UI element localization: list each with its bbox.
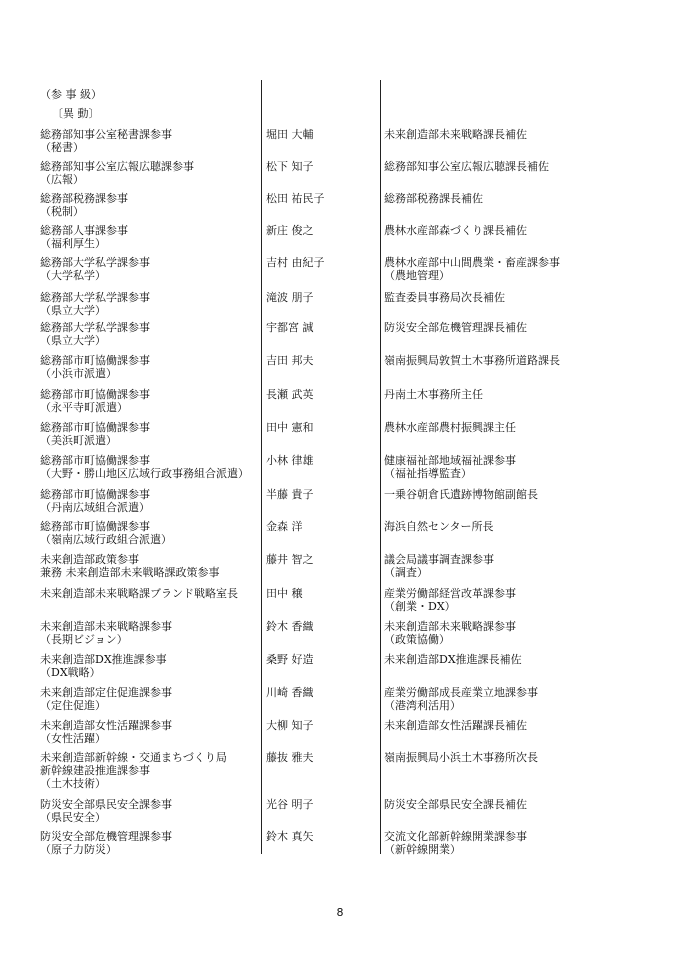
previous-post <box>384 421 516 434</box>
previous-post-line: 産業労働部経営改革課参事 <box>384 587 516 600</box>
new-post-line: 総務部市町協働課参事 <box>40 388 150 401</box>
previous-post <box>384 454 516 480</box>
new-post-line: 総務部税務課参事 <box>40 192 128 205</box>
new-post-line: 防災安全部県民安全課参事 <box>40 798 172 811</box>
previous-post-line: 未来創造部女性活躍課長補佐 <box>384 719 527 732</box>
previous-post-line: 一乗谷朝倉氏遺跡博物館副館長 <box>384 488 538 501</box>
previous-post <box>384 256 560 282</box>
new-post-line: 防災安全部危機管理課参事 <box>40 830 172 843</box>
previous-post <box>384 751 538 764</box>
new-post-line: （美浜町派遣） <box>40 434 117 447</box>
new-post <box>40 354 150 380</box>
previous-post <box>384 686 538 712</box>
previous-post <box>384 224 527 237</box>
previous-post-line: 総務部税務課長補佐 <box>384 192 483 205</box>
person-name: 長瀬 武英 <box>266 388 314 401</box>
previous-post-line: 議会局議事調査課参事 <box>384 553 494 566</box>
previous-post <box>384 488 538 501</box>
previous-post <box>384 321 527 334</box>
person-name: 吉村 由紀子 <box>266 256 325 269</box>
previous-post-line: 農林水産部森づくり課長補佐 <box>384 224 527 237</box>
previous-post-line: 交流文化部新幹線開業課参事 <box>384 830 527 843</box>
new-post <box>40 653 167 679</box>
person-name: 大柳 知子 <box>266 719 314 732</box>
new-post <box>40 719 172 745</box>
previous-post <box>384 128 527 141</box>
new-post-line: 未来創造部定住促進課参事 <box>40 686 172 699</box>
previous-post-line: 嶺南振興局小浜土木事務所次長 <box>384 751 538 764</box>
previous-post-line: 未来創造部未来戦略課参事 <box>384 620 516 633</box>
new-post <box>40 620 172 646</box>
previous-post-line: 農林水産部中山間農業・畜産課参事 <box>384 256 560 269</box>
new-post <box>40 192 128 218</box>
previous-post <box>384 830 527 856</box>
previous-post <box>384 553 494 579</box>
previous-post-line: 産業労働部成長産業立地課参事 <box>384 686 538 699</box>
new-post-line: （長期ビジョン） <box>40 633 128 646</box>
new-post <box>40 751 227 790</box>
new-post-line: 総務部大学私学課参事 <box>40 291 150 304</box>
new-post-line: （女性活躍） <box>40 732 106 745</box>
person-name: 田中 穣 <box>266 587 303 600</box>
category-heading: 〔異 動〕 <box>52 107 100 120</box>
new-post-line: （福利厚生） <box>40 237 106 250</box>
new-post-line: （大野・勝山地区広域行政事務組合派遣） <box>40 467 249 480</box>
person-name: 堀田 大輔 <box>266 128 314 141</box>
previous-post <box>384 388 483 401</box>
person-name: 小林 律雄 <box>266 454 314 467</box>
previous-post-line: 防災安全部危機管理課長補佐 <box>384 321 527 334</box>
person-name: 桑野 好造 <box>266 653 314 666</box>
person-name: 松田 祐民子 <box>266 192 325 205</box>
previous-post-line: 健康福祉部地域福祉課参事 <box>384 454 516 467</box>
new-post-line: 未来創造部女性活躍課参事 <box>40 719 172 732</box>
person-name: 金森 洋 <box>266 520 303 533</box>
new-post-line: （原子力防災） <box>40 843 117 856</box>
new-post-line: 兼務 未来創造部未来戦略課政策参事 <box>40 566 220 579</box>
previous-post-line: 丹南土木事務所主任 <box>384 388 483 401</box>
person-name: 滝波 朋子 <box>266 291 314 304</box>
new-post <box>40 798 172 824</box>
new-post-line: 総務部市町協働課参事 <box>40 488 150 501</box>
previous-post-line: 農林水産部農村振興課主任 <box>384 421 516 434</box>
person-name: 半藤 貴子 <box>266 488 314 501</box>
new-post-line: 新幹線建設推進課参事 <box>40 764 150 777</box>
new-post-line: （県立大学） <box>40 334 106 347</box>
new-post <box>40 256 150 282</box>
new-post-line: （永平寺町派遣） <box>40 401 128 414</box>
previous-post-line: （農地管理） <box>384 269 450 282</box>
new-post <box>40 291 150 317</box>
previous-post-line: （調査） <box>384 566 428 579</box>
new-post <box>40 587 238 600</box>
person-name: 鈴木 真矢 <box>266 830 314 843</box>
previous-post <box>384 291 505 304</box>
previous-post <box>384 798 527 811</box>
new-post-line: （嶺南広域行政組合派遣） <box>40 533 172 546</box>
new-post-line: （県立大学） <box>40 304 106 317</box>
previous-post-line: 監査委員事務局次長補佐 <box>384 291 505 304</box>
new-post <box>40 553 220 579</box>
new-post-line: 総務部大学私学課参事 <box>40 256 150 269</box>
new-post-line: 総務部市町協働課参事 <box>40 354 150 367</box>
grade-heading: （参 事 級） <box>40 88 102 101</box>
new-post <box>40 421 150 447</box>
new-post-line: 総務部知事公室広報広聴課参事 <box>40 160 194 173</box>
new-post-line: 未来創造部新幹線・交通まちづくり局 <box>40 751 227 764</box>
new-post <box>40 224 128 250</box>
new-post-line: 未来創造部DX推進課参事 <box>40 653 167 666</box>
previous-post-line: 防災安全部県民安全課長補佐 <box>384 798 527 811</box>
new-post-line: （県民安全） <box>40 811 106 824</box>
person-name: 吉田 邦夫 <box>266 354 314 367</box>
new-post-line: 未来創造部未来戦略課ブランド戦略室長 <box>40 587 238 600</box>
previous-post-line: （港湾利活用） <box>384 699 461 712</box>
person-name: 藤抜 雅夫 <box>266 751 314 764</box>
previous-post-line: 未来創造部DX推進課長補佐 <box>384 653 522 666</box>
new-post-line: （小浜市派遣） <box>40 367 117 380</box>
new-post-line: （定住促進） <box>40 699 106 712</box>
new-post-line: 未来創造部未来戦略課参事 <box>40 620 172 633</box>
new-post-line: 未来創造部政策参事 <box>40 553 139 566</box>
new-post-line: （秘書） <box>40 141 84 154</box>
column-divider-left <box>261 80 262 854</box>
column-divider-right <box>380 80 381 854</box>
new-post-line: 総務部知事公室秘書課参事 <box>40 128 172 141</box>
person-name: 鈴木 香織 <box>266 620 314 633</box>
new-post-line: （土木技術） <box>40 777 106 790</box>
person-name: 宇都宮 誠 <box>266 321 314 334</box>
new-post <box>40 321 150 347</box>
person-name: 川崎 香織 <box>266 686 314 699</box>
new-post <box>40 830 172 856</box>
new-post-line: 総務部市町協働課参事 <box>40 421 150 434</box>
previous-post <box>384 192 483 205</box>
new-post <box>40 388 150 414</box>
previous-post-line: （政策協働） <box>384 633 450 646</box>
new-post <box>40 128 172 154</box>
new-post-line: （広報） <box>40 173 84 186</box>
previous-post-line: 嶺南振興局敦賀土木事務所道路課長 <box>384 354 560 367</box>
new-post <box>40 488 150 514</box>
previous-post <box>384 653 522 666</box>
previous-post-line: （創業・DX） <box>384 600 456 613</box>
new-post-line: （税制） <box>40 205 84 218</box>
previous-post <box>384 160 549 173</box>
previous-post <box>384 587 516 613</box>
previous-post-line: 未来創造部未来戦略課長補佐 <box>384 128 527 141</box>
previous-post-line: （福祉指導監査） <box>384 467 472 480</box>
previous-post <box>384 354 560 367</box>
previous-post <box>384 620 516 646</box>
new-post <box>40 160 194 186</box>
new-post <box>40 454 249 480</box>
previous-post <box>384 520 494 533</box>
previous-post-line: 海浜自然センター所長 <box>384 520 494 533</box>
new-post-line: 総務部市町協働課参事 <box>40 454 150 467</box>
person-name: 新庄 俊之 <box>266 224 314 237</box>
new-post-line: 総務部大学私学課参事 <box>40 321 150 334</box>
previous-post-line: 総務部知事公室広報広聴課長補佐 <box>384 160 549 173</box>
new-post-line: 総務部人事課参事 <box>40 224 128 237</box>
previous-post-line: （新幹線開業） <box>384 843 461 856</box>
person-name: 光谷 明子 <box>266 798 314 811</box>
new-post-line: （丹南広域組合派遣） <box>40 501 150 514</box>
new-post-line: （DX戦略） <box>40 666 101 679</box>
person-name: 田中 憲和 <box>266 421 314 434</box>
page-number: 8 <box>336 906 344 919</box>
new-post-line: （大学私学） <box>40 269 106 282</box>
person-name: 松下 知子 <box>266 160 314 173</box>
new-post-line: 総務部市町協働課参事 <box>40 520 150 533</box>
person-name: 藤井 智之 <box>266 553 314 566</box>
new-post <box>40 686 172 712</box>
new-post <box>40 520 172 546</box>
previous-post <box>384 719 527 732</box>
